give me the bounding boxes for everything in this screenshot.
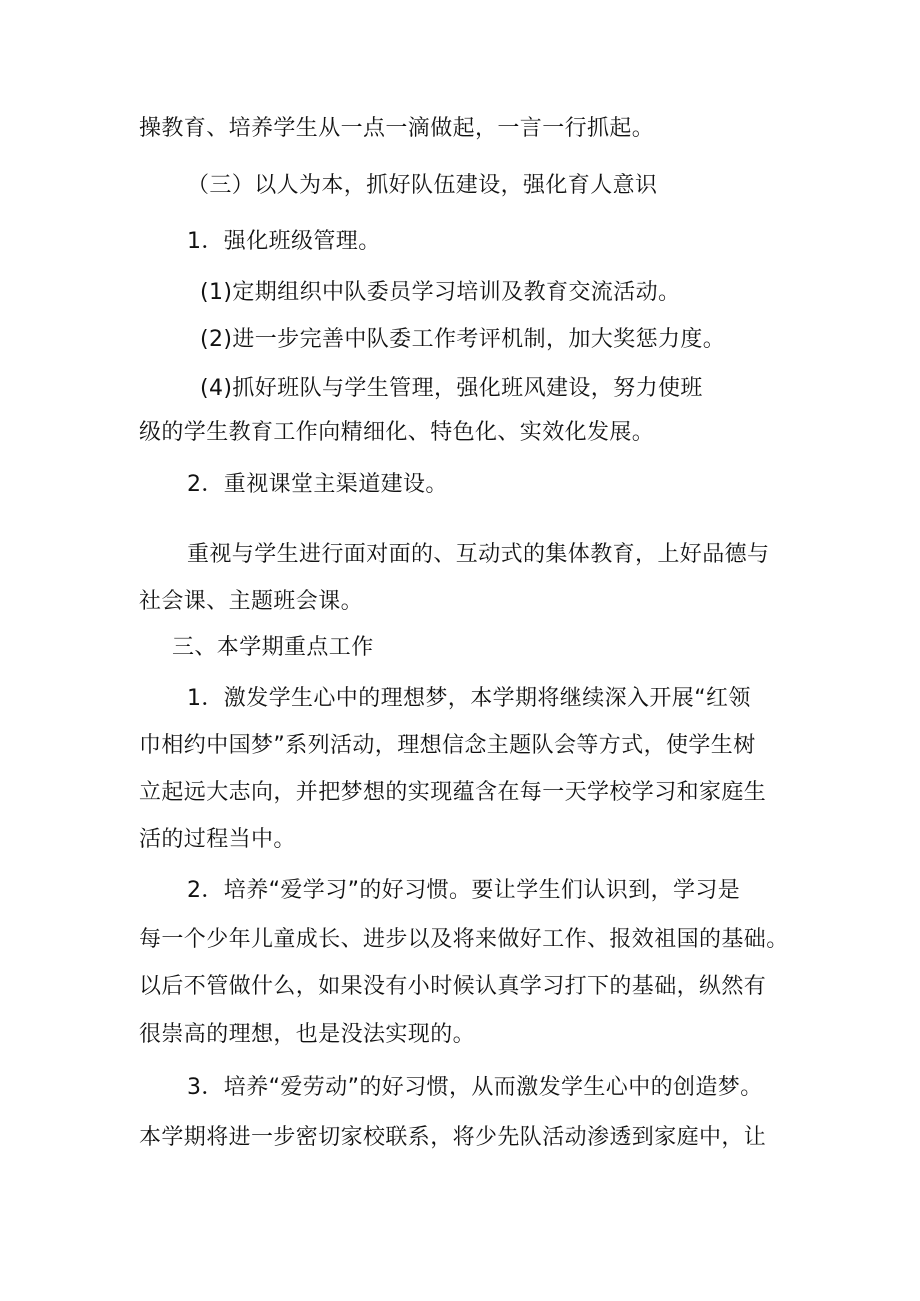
list-item: (1)定期组织中队委员学习培训及教育交流活动。: [200, 280, 681, 305]
paragraph-line: 3．培养“爱劳动”的好习惯，从而激发学生心中的创造梦。: [187, 1075, 763, 1100]
paragraph-line: 活的过程当中。: [139, 827, 296, 852]
paragraph-line: 1．激发学生心中的理想梦，本学期将继续深入开展“红领: [187, 686, 751, 711]
list-item: (2)进一步完善中队委工作考评机制，加大奖惩力度。: [200, 327, 726, 352]
paragraph-line: 2．培养“爱学习”的好习惯。要让学生们认识到，学习是: [187, 878, 741, 903]
paragraph-line: 本学期将进一步密切家校联系，将少先队活动渗透到家庭中，让: [139, 1125, 767, 1150]
section-heading: 三、本学期重点工作: [172, 635, 374, 660]
subsection-heading: 2．重视课堂主渠道建设。: [187, 472, 448, 497]
paragraph-line: 立起远大志向，并把梦想的实现蕴含在每一天学校学习和家庭生: [139, 780, 767, 805]
text-line: 级的学生教育工作向精细化、特色化、实效化发展。: [139, 420, 655, 445]
paragraph-line: 很崇高的理想，也是没法实现的。: [139, 1022, 476, 1047]
paragraph-line: 以后不管做什么，如果没有小时候认真学习打下的基础，纵然有: [139, 974, 767, 999]
paragraph-line: 巾相约中国梦”系列活动，理想信念主题队会等方式，使学生树: [139, 733, 756, 758]
text-line: 操教育、培养学生从一点一滴做起，一言一行抓起。: [139, 116, 655, 141]
list-item: (4)抓好班队与学生管理，强化班风建设，努力使班: [200, 376, 703, 401]
subsection-heading: 1．强化班级管理。: [187, 229, 381, 254]
paragraph-line: 重视与学生进行面对面的、互动式的集体教育，上好品德与: [187, 542, 770, 567]
paragraph-line: 每一个少年儿童成长、进步以及将来做好工作、报效祖国的基础。: [139, 927, 789, 952]
section-heading: （三）以人为本，抓好队伍建设，强化育人意识: [187, 173, 658, 198]
paragraph-line: 社会课、主题班会课。: [139, 589, 364, 614]
